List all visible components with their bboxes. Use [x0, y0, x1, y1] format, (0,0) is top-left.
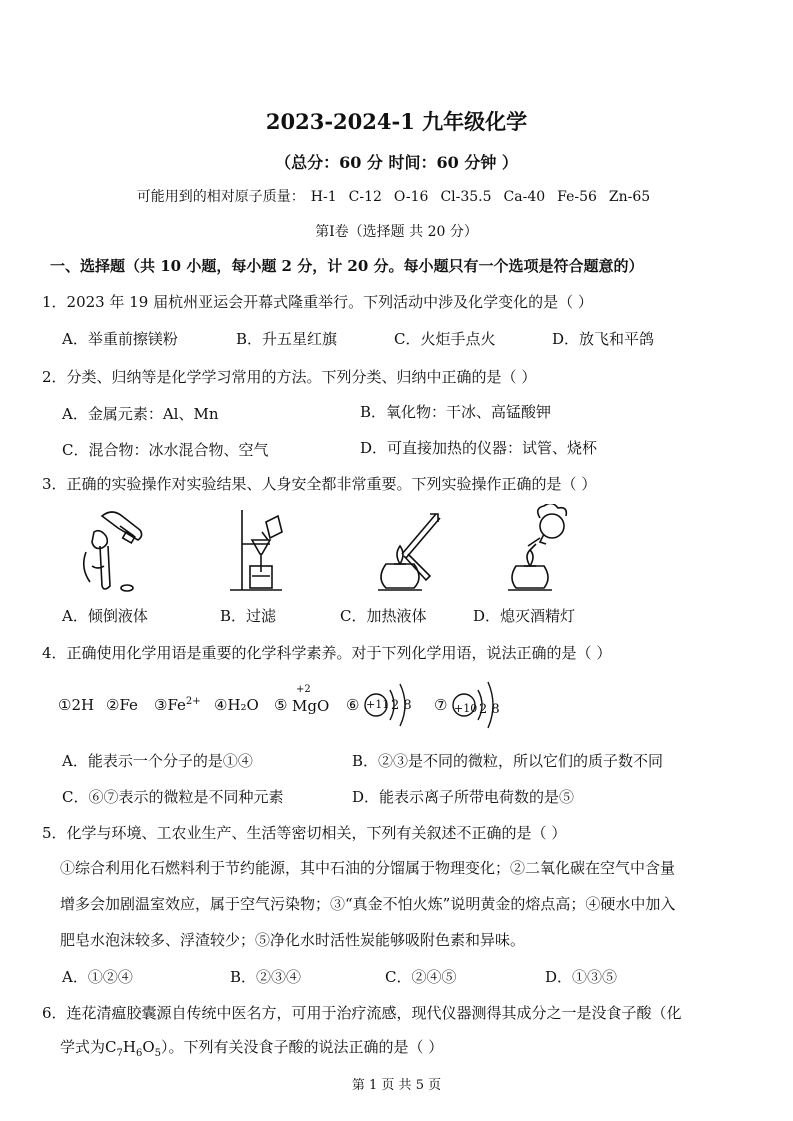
symbol-h2o: ④H₂O [214, 696, 259, 714]
volume-heading: 第Ⅰ卷（选择题 共 20 分） [315, 224, 478, 240]
q4-option-b: B．②③是不同的微粒，所以它们的质子数不同 [352, 752, 664, 770]
q2-option-d: D．可直接加热的仪器：试管、烧杯 [360, 439, 598, 457]
section-heading: 一、选择题（共 10 小题，每小题 2 分，计 20 分。每小题只有一个选项是符合题意的） [50, 257, 644, 275]
q2-option-a: A．金属元素：Al、Mn [62, 405, 219, 423]
extinguish-lamp-icon [500, 504, 590, 598]
atom7-nucleus: +10 [454, 702, 478, 715]
q3-option-d: D．熄灭酒精灯 [473, 607, 576, 625]
q6-sub-o: 5 [154, 1048, 162, 1059]
q6-sub-h: 6 [135, 1048, 143, 1059]
q3-option-b: B．过滤 [220, 607, 277, 625]
q4-option-c: C．⑥⑦表示的微粒是不同种元素 [62, 788, 284, 806]
atomic-mass-o: O-16 [393, 189, 429, 205]
q2-stem: 2．分类、归纳等是化学学习常用的方法。下列分类、归纳中正确的是（ ） [42, 368, 537, 386]
atomic-mass-fe: Fe-56 [557, 189, 597, 205]
q3-option-a: A．倾倒液体 [62, 607, 148, 625]
pour-liquid-icon [72, 506, 162, 596]
q6-formula-c: 学式为C [60, 1038, 117, 1056]
heat-liquid-icon [364, 508, 460, 598]
symbol-fe-ion-charge: 2+ [185, 696, 201, 707]
atomic-mass-line [0, 186, 793, 206]
symbol-mgo-label: ⑤ [274, 696, 288, 714]
q5-body-line1: ①综合利用化石燃料利于节约能源，其中石油的分馏属于物理变化；②二氧化碳在空气中含量 [60, 859, 676, 877]
atomic-mass-ca: Ca-40 [503, 189, 546, 205]
atomic-mass-c: C-12 [348, 189, 382, 205]
q1-stem: 1．2023 年 19 届杭州亚运会开幕式隆重举行。下列活动中涉及化学变化的是（ ） [42, 293, 593, 311]
score-time-line: （总分：60 分 时间：60 分钟 ） [275, 153, 518, 172]
page-title: 2023-2024-1 九年级化学 [265, 109, 528, 134]
filtration-icon [222, 504, 312, 596]
q6-formula-o: O [142, 1038, 155, 1056]
atom7-label: ⑦ [434, 696, 448, 714]
page-number: 第 1 页 共 5 页 [351, 1078, 442, 1093]
q5-option-a: A．①②④ [62, 968, 133, 986]
q6-stem-tail: ）。下列有关没食子酸的说法正确的是（ ） [161, 1038, 444, 1056]
atom6-nucleus: +11 [366, 698, 390, 711]
symbol-fe-ion-main: ③Fe [154, 696, 186, 714]
symbol-fe-ion [154, 696, 201, 714]
atom7-shells: 2 8 [479, 702, 500, 717]
q3-option-c: C．加热液体 [340, 607, 427, 625]
symbol-mgo: MgO [292, 697, 330, 715]
q3-stem: 3．正确的实验操作对实验结果、人身安全都非常重要。下列实验操作正确的是（ ） [42, 475, 597, 493]
atom6-shells: 2 8 [391, 698, 412, 713]
q6-formula-h: H [122, 1038, 136, 1056]
q4-option-a: A．能表示一个分子的是①④ [62, 752, 253, 770]
q4-stem: 4．正确使用化学用语是重要的化学科学素养。对于下列化学用语，说法正确的是（ ） [42, 644, 612, 662]
q1-option-b: B．升五星红旗 [236, 330, 338, 348]
atomic-mass-h: H-1 [310, 189, 337, 205]
q4-option-d: D．能表示离子所带电荷数的是⑤ [352, 788, 575, 806]
q6-stem-line2 [60, 1036, 443, 1059]
q1-option-d: D．放飞和平鸽 [552, 330, 655, 348]
q1-option-a: A．举重前擦镁粉 [62, 330, 178, 348]
q5-stem: 5．化学与环境、工农业生产、生活等密切相关，下列有关叙述不正确的是（ ） [42, 824, 567, 842]
q5-option-b: B．②③④ [230, 968, 302, 986]
q5-body-line3: 肥皂水泡沫较多、浮渣较少；⑤净化水时活性炭能够吸附色素和异味。 [60, 931, 526, 949]
q5-option-d: D．①③⑤ [545, 968, 618, 986]
q6-sub-c: 7 [116, 1048, 123, 1059]
q2-option-b: B．氧化物：干冰、高锰酸钾 [360, 403, 552, 421]
q5-option-c: C．②④⑤ [385, 968, 457, 986]
symbol-2h: ①2H [58, 696, 95, 714]
q2-option-c: C．混合物：冰水混合物、空气 [62, 441, 269, 459]
q6-stem-line1: 6．连花清瘟胶囊源自传统中医名方，可用于治疗流感，现代仪器测得其成分之一是没食子酸（化 [42, 1004, 682, 1022]
atomic-mass-label: 可能用到的相对原子质量： [136, 189, 305, 205]
atomic-mass-cl: Cl-35.5 [440, 189, 492, 205]
symbol-mgo-valence: +2 [296, 684, 311, 695]
q1-option-c: C．火炬手点火 [394, 330, 496, 348]
atom6-label: ⑥ [346, 696, 360, 714]
atomic-mass-zn: Zn-65 [608, 189, 651, 205]
q5-body-line2: 增多会加剧温室效应，属于空气污染物；③“真金不怕火炼”说明黄金的熔点高；④硬水中加入 [60, 895, 676, 913]
symbol-fe: ②Fe [106, 696, 138, 714]
